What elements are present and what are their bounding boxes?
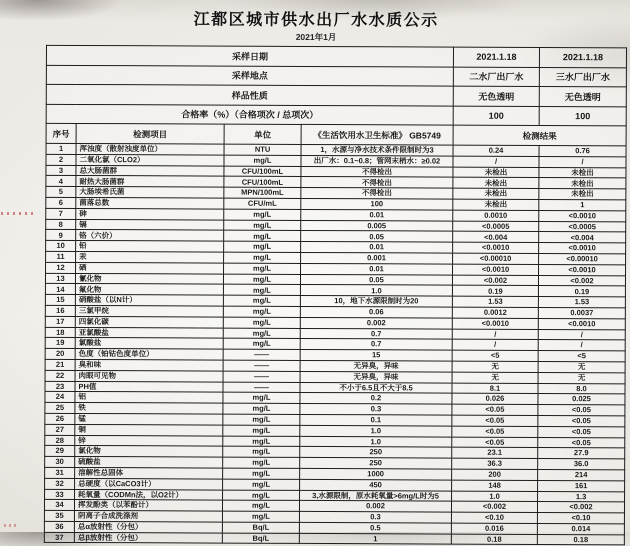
cell-no: 5 — [46, 187, 76, 198]
cell-item: 三氯甲烷 — [75, 305, 223, 316]
cell-item: 大肠埃希氏菌 — [76, 187, 224, 198]
cell-result-plant2: 无 — [452, 361, 538, 372]
cell-unit: mg/L — [223, 403, 300, 414]
cell-no: 13 — [45, 273, 75, 284]
cell-result-plant2: 0.016 — [451, 523, 537, 534]
cell-result-plant2: 0.18 — [451, 534, 537, 545]
cell-no: 14 — [45, 284, 75, 295]
cell-standard: 0.05 — [300, 274, 452, 285]
cell-unit: CFU/mL — [224, 198, 301, 209]
cell-result-plant3: 0.014 — [537, 523, 624, 534]
cell-unit: mg/L — [224, 241, 301, 252]
cell-no: 27 — [45, 424, 75, 435]
cell-result-plant2: 0.19 — [452, 285, 538, 296]
cell-result-plant3: <0.10 — [537, 513, 624, 524]
cell-item: 总硬度（以CaCO3计） — [75, 478, 223, 489]
cell-unit: mg/L — [223, 328, 300, 339]
cell-result-plant3: 0.18 — [537, 534, 624, 545]
cell-result-plant2: <5 — [452, 350, 538, 361]
cell-item: 硒 — [76, 262, 224, 273]
cell-result-plant2: <0.05 — [452, 404, 538, 415]
cell-standard: 无异臭，异味 — [300, 371, 452, 382]
cell-result-plant3: <0.0010 — [538, 318, 625, 329]
cell-item: 铅 — [76, 241, 224, 252]
cell-standard: 250 — [300, 458, 452, 469]
cell-result-plant3: <0.004 — [539, 232, 626, 243]
cell-standard: 0.002 — [299, 501, 451, 512]
cell-standard: 出厂水：0.1~0.8；管网末梢水：≥0.02 — [301, 155, 453, 166]
cell-no: 23 — [45, 381, 75, 392]
cell-no: 30 — [45, 456, 75, 467]
cell-unit: Bq/L — [222, 522, 299, 533]
cell-item: 溶解性总固体 — [75, 467, 223, 478]
cell-item: 氟化物 — [75, 284, 223, 295]
cell-unit: mg/L — [224, 220, 301, 231]
cell-unit: mg/L — [223, 392, 300, 403]
cell-standard: 1，水源与净水技术条件限制时为3 — [301, 144, 453, 155]
cell-result-plant3: <0.05 — [538, 415, 625, 426]
cell-result-plant3: <0.002 — [538, 275, 625, 286]
cell-no: 21 — [45, 359, 75, 370]
cell-result-plant3: 无 — [538, 361, 625, 372]
col-header-item: 检测项目 — [76, 123, 224, 144]
cell-result-plant2: <0.00010 — [453, 253, 539, 264]
cell-result-plant2: 未检出 — [453, 177, 539, 188]
cell-standard: 3,水源限制，原水耗氧量>6mg/L时为5 — [300, 490, 452, 501]
cell-standard: 不小于6.5且不大于8.5 — [300, 382, 452, 393]
cell-unit: —— — [223, 382, 300, 393]
cell-unit: mg/L — [223, 479, 300, 490]
scan-artifact-dots — [1, 212, 35, 215]
cell-unit: —— — [223, 349, 300, 360]
cell-result-plant3: / — [538, 340, 625, 351]
cell-result-plant2: <0.05 — [452, 437, 538, 448]
sampling-date-label: 采样日期 — [46, 45, 453, 66]
cell-item: 总β放射性（分包） — [74, 532, 222, 543]
cell-no: 32 — [45, 478, 75, 489]
cell-result-plant3: 27.9 — [538, 448, 625, 459]
cell-no: 33 — [45, 489, 75, 500]
cell-standard: 0.01 — [301, 209, 453, 220]
cell-item: 铬（六价） — [76, 230, 224, 241]
page-title: 江都区城市供水出厂水水质公示 — [193, 11, 439, 30]
cell-no: 20 — [45, 348, 75, 359]
cell-result-plant3: 214 — [538, 469, 625, 480]
cell-unit: mg/L — [223, 317, 300, 328]
cell-result-plant3: 0.76 — [539, 145, 626, 156]
cell-unit: Bq/L — [222, 533, 299, 544]
cell-no: 29 — [45, 446, 75, 457]
cell-item: PH值 — [75, 381, 223, 392]
cell-no: 36 — [44, 521, 74, 532]
cell-standard: 0.2 — [300, 393, 452, 404]
cell-unit: mg/L — [223, 468, 300, 479]
cell-standard: 0.3 — [300, 404, 452, 415]
cell-result-plant2: <0.002 — [452, 275, 538, 286]
scanned-document — [0, 6, 630, 546]
cell-result-plant2: 8.1 — [452, 383, 538, 394]
cell-result-plant3: 未检出 — [539, 178, 626, 189]
cell-item: 阴离子合成洗涤剂 — [74, 511, 222, 522]
cell-unit: mg/L — [223, 338, 300, 349]
cell-no: 26 — [45, 413, 75, 424]
cell-result-plant2: 1.53 — [452, 296, 538, 307]
cell-no: 35 — [44, 510, 74, 521]
report-month: 2021年1月 — [295, 31, 337, 43]
cell-standard: 0.01 — [301, 263, 453, 274]
cell-result-plant3: 1.53 — [538, 297, 625, 308]
cell-item: 臭和味 — [75, 359, 223, 370]
sampling-location-row — [46, 65, 626, 87]
sampling-date-row — [46, 45, 626, 67]
cell-no: 34 — [44, 500, 74, 511]
cell-no: 18 — [45, 327, 75, 338]
cell-standard: 0.7 — [300, 339, 452, 350]
cell-unit: mg/L — [223, 295, 300, 306]
cell-no: 10 — [46, 240, 76, 251]
sampling-date-plant2: 2021.1.18 — [453, 47, 539, 67]
cell-unit: mg/L — [224, 252, 301, 263]
cell-standard: 1000 — [300, 468, 452, 479]
results-tbody — [44, 143, 626, 545]
sample-property-row — [46, 84, 626, 106]
cell-standard: 10，地下水源限制时为20 — [300, 296, 452, 307]
cell-result-plant2: 0.026 — [452, 393, 538, 404]
cell-no: 11 — [46, 251, 76, 262]
cell-result-plant3: 0.19 — [538, 286, 625, 297]
cell-unit: mg/L — [223, 457, 300, 468]
cell-item: 铁 — [75, 403, 223, 414]
cell-result-plant2: <0.10 — [451, 512, 537, 523]
cell-result-plant2: 0.24 — [453, 145, 539, 156]
cell-standard: 不得检出 — [301, 188, 453, 199]
table-row — [44, 532, 624, 545]
table-info-section — [46, 45, 626, 146]
pass-rate-plant2: 100 — [453, 106, 539, 126]
cell-result-plant3: <0.05 — [538, 426, 625, 437]
cell-result-plant2: <0.004 — [453, 231, 539, 242]
cell-item: 铝 — [75, 392, 223, 403]
cell-unit: mg/L — [224, 263, 301, 274]
cell-standard: 0.002 — [300, 317, 452, 328]
cell-result-plant2: 148 — [452, 480, 538, 491]
cell-standard: 0.7 — [300, 328, 452, 339]
cell-item: 挥发酚类（以苯酚计） — [74, 500, 222, 511]
cell-standard: 1 — [299, 533, 451, 544]
cell-standard: 不得检出 — [301, 177, 453, 188]
scan-artifact-dots-bottom — [4, 524, 18, 527]
cell-result-plant3: <5 — [538, 351, 625, 362]
cell-no: 8 — [46, 219, 76, 230]
sampling-location-plant3: 三水厂出厂水 — [539, 67, 626, 87]
cell-unit: mg/L — [223, 274, 300, 285]
cell-standard: 0.5 — [299, 522, 451, 533]
cell-unit: mg/L — [223, 425, 300, 436]
cell-item: 耐热大肠菌群 — [76, 176, 224, 187]
cell-no: 9 — [46, 230, 76, 241]
cell-item: 色度（铂钴色度单位） — [75, 349, 223, 360]
cell-no: 22 — [45, 370, 75, 381]
cell-result-plant2: / — [453, 156, 539, 167]
cell-standard: 0.06 — [300, 306, 452, 317]
cell-standard: 100 — [301, 198, 453, 209]
cell-result-plant3: 36.0 — [538, 459, 625, 470]
cell-unit: mg/L — [223, 414, 300, 425]
cell-result-plant3: 未检出 — [539, 167, 626, 178]
cell-result-plant3: 161 — [538, 480, 625, 491]
cell-no: 15 — [45, 294, 75, 305]
cell-standard: 0.05 — [301, 231, 453, 242]
pass-rate-plant3: 100 — [539, 106, 626, 126]
pass-rate-row — [46, 104, 626, 126]
cell-item: 总α放射性（分包） — [74, 521, 222, 532]
cell-unit: CFU/100mL — [224, 176, 301, 187]
cell-item: 总大肠菌群 — [76, 165, 224, 176]
cell-result-plant2: / — [452, 329, 538, 340]
col-header-unit: 单位 — [224, 124, 301, 144]
cell-result-plant3: 1 — [539, 199, 626, 210]
cell-unit: mg/L — [223, 306, 300, 317]
cell-result-plant2: <0.05 — [452, 415, 538, 426]
cell-no: 19 — [45, 338, 75, 349]
cell-result-plant2: 23.1 — [452, 447, 538, 458]
cell-result-plant3: <0.00010 — [539, 253, 626, 264]
cell-no: 4 — [46, 176, 76, 187]
cell-standard: 1.0 — [300, 425, 452, 436]
cell-item: 氯酸盐 — [75, 338, 223, 349]
cell-unit: mg/L — [223, 436, 300, 447]
cell-item: 硫酸盐 — [75, 457, 223, 468]
cell-result-plant3: <0.05 — [538, 405, 625, 416]
cell-result-plant2: <0.05 — [452, 426, 538, 437]
cell-result-plant3: <0.0010 — [539, 264, 626, 275]
cell-unit: mg/L — [223, 446, 300, 457]
cell-unit: mg/L — [224, 230, 301, 241]
cell-item: 氰化物 — [75, 273, 223, 284]
cell-result-plant2: 未检出 — [453, 167, 539, 178]
col-header-result: 检测结果 — [453, 125, 626, 146]
pass-rate-label: 合格率（%）（合格项次 / 总项次） — [46, 104, 453, 125]
cell-unit: mg/L — [222, 511, 299, 522]
column-header-row — [46, 123, 626, 146]
cell-standard: 1.0 — [300, 285, 452, 296]
cell-item: 亚氯酸盐 — [75, 327, 223, 338]
cell-no: 28 — [45, 435, 75, 446]
cell-unit: mg/L — [223, 490, 300, 501]
cell-no: 31 — [45, 467, 75, 478]
cell-result-plant2: <0.0010 — [453, 264, 539, 275]
sampling-location-label: 采样地点 — [46, 65, 453, 86]
cell-unit: mg/L — [224, 209, 301, 220]
cell-no: 12 — [46, 262, 76, 273]
cell-item: 镉 — [76, 219, 224, 230]
cell-result-plant2: 0.0010 — [453, 210, 539, 221]
cell-result-plant3: 0.025 — [538, 394, 625, 405]
col-header-standard: 《生活饮用水卫生标准》 GB5749 — [301, 124, 453, 145]
cell-item: 铜 — [75, 424, 223, 435]
cell-standard: 无异臭，异味 — [300, 360, 452, 371]
cell-unit: mg/L — [222, 500, 299, 511]
sample-property-plant2: 无色透明 — [453, 86, 539, 106]
cell-unit: —— — [223, 360, 300, 371]
cell-no: 37 — [44, 532, 74, 543]
cell-item: 砷 — [76, 208, 224, 219]
cell-unit: mg/L — [224, 155, 301, 166]
cell-result-plant3: 未检出 — [539, 189, 626, 200]
water-quality-table — [44, 45, 627, 546]
cell-standard: 0.1 — [300, 414, 452, 425]
cell-item: 锌 — [75, 435, 223, 446]
cell-item: 耗氧量（CODMn法，以O2计） — [75, 489, 223, 500]
cell-item: 四氯化碳 — [75, 316, 223, 327]
sample-property-plant3: 无色透明 — [539, 86, 626, 106]
cell-no: 1 — [46, 143, 76, 154]
cell-item: 二氧化氯（CLO2） — [76, 154, 224, 165]
cell-item: 锰 — [75, 413, 223, 424]
cell-unit: CFU/100mL — [224, 166, 301, 177]
cell-result-plant3: 8.0 — [538, 383, 625, 394]
cell-no: 24 — [45, 392, 75, 403]
cell-result-plant3: <0.0010 — [539, 210, 626, 221]
cell-standard: 250 — [300, 447, 452, 458]
cell-result-plant3: <0.0005 — [539, 221, 626, 232]
cell-no: 6 — [46, 197, 76, 208]
cell-result-plant2: / — [452, 339, 538, 350]
cell-result-plant3: / — [539, 156, 626, 167]
cell-unit: MPN/100mL — [224, 187, 301, 198]
cell-result-plant3: 0.0037 — [538, 307, 625, 318]
cell-standard: 不得检出 — [301, 166, 453, 177]
cell-unit: mg/L — [223, 284, 300, 295]
cell-unit: NTU — [224, 144, 301, 155]
cell-no: 3 — [46, 165, 76, 176]
cell-item: 硝酸盐（以N计） — [75, 295, 223, 306]
cell-no: 16 — [45, 305, 75, 316]
cell-no: 7 — [46, 208, 76, 219]
cell-result-plant2: 200 — [452, 469, 538, 480]
cell-result-plant3: <0.05 — [538, 437, 625, 448]
cell-standard: 450 — [300, 479, 452, 490]
cell-result-plant2: <0.0010 — [452, 318, 538, 329]
sampling-date-plant3: 2021.1.18 — [539, 47, 626, 67]
cell-result-plant2: 36.3 — [452, 458, 538, 469]
cell-item: 浑浊度（散射浊度单位） — [76, 143, 224, 154]
cell-no: 17 — [45, 316, 75, 327]
cell-result-plant2: <0.0010 — [453, 242, 539, 253]
col-header-no: 序号 — [46, 123, 76, 143]
cell-item: 汞 — [76, 251, 224, 262]
cell-result-plant2: 未检出 — [453, 188, 539, 199]
cell-standard: 0.001 — [301, 252, 453, 263]
cell-result-plant3: <0.0010 — [539, 243, 626, 254]
cell-result-plant3: / — [538, 329, 625, 340]
cell-standard: 0.3 — [299, 512, 451, 523]
cell-result-plant2: 无 — [452, 372, 538, 383]
cell-result-plant3: <0.002 — [537, 502, 624, 513]
cell-no: 2 — [46, 154, 76, 165]
cell-no: 25 — [45, 402, 75, 413]
cell-unit: —— — [223, 371, 300, 382]
cell-item: 氯化物 — [75, 446, 223, 457]
cell-result-plant2: 0.0012 — [452, 307, 538, 318]
cell-standard: 15 — [300, 350, 452, 361]
cell-result-plant2: 1.0 — [452, 491, 538, 502]
cell-result-plant2: <0.002 — [451, 501, 537, 512]
cell-standard: 1.0 — [300, 436, 452, 447]
sample-property-label: 样品性质 — [46, 84, 453, 105]
cell-result-plant2: <0.0005 — [453, 221, 539, 232]
cell-result-plant2: 未检出 — [453, 199, 539, 210]
cell-item: 菌落总数 — [76, 197, 224, 208]
cell-standard: 0.01 — [301, 242, 453, 253]
cell-result-plant3: 无 — [538, 372, 625, 383]
cell-standard: 0.005 — [301, 220, 453, 231]
sampling-location-plant2: 二水厂出厂水 — [453, 67, 539, 87]
cell-item: 肉眼可见物 — [75, 370, 223, 381]
cell-result-plant3: 1.3 — [538, 491, 625, 502]
